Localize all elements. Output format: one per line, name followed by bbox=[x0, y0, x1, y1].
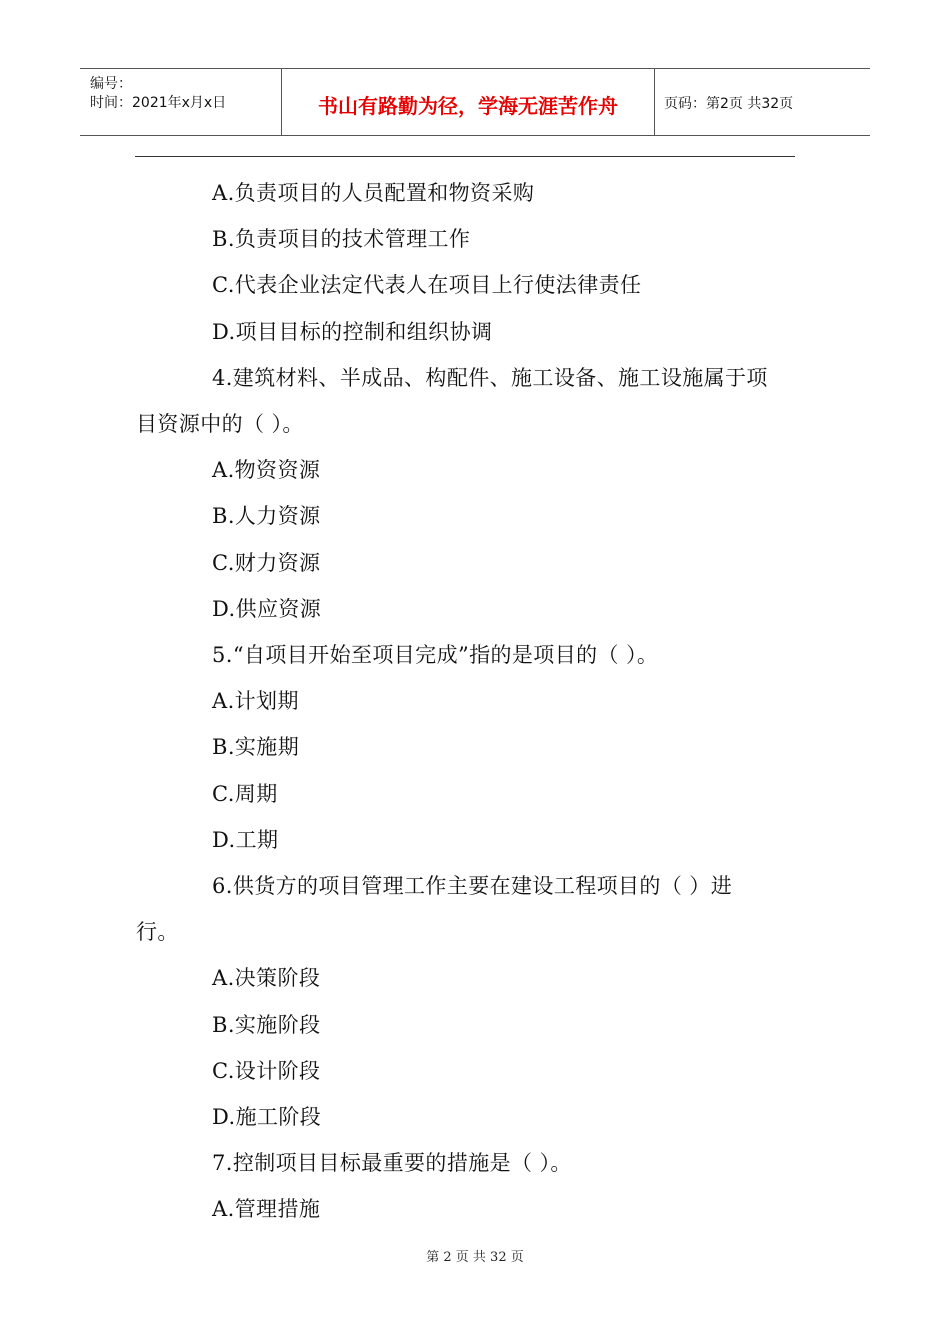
text-line: 目资源中的（ ）。 bbox=[136, 412, 304, 437]
header-motto: 书山有路勤为径，学海无涯苦作舟 bbox=[282, 69, 655, 135]
text-line: 6.供货方的项目管理工作主要在建设工程项目的（ ）进 bbox=[212, 874, 733, 899]
text-line: A.决策阶段 bbox=[212, 966, 321, 991]
page-footer: 第 2 页 共 32 页 bbox=[426, 1250, 524, 1265]
document-body bbox=[136, 170, 800, 1233]
text-line: C.周期 bbox=[212, 781, 278, 806]
document-time-label: 时间：2021年x月x日 bbox=[90, 95, 227, 111]
text-line: 5.“自项目开始至项目完成”指的是项目的（ ）。 bbox=[212, 643, 659, 668]
text-line: C.设计阶段 bbox=[212, 1058, 321, 1083]
text-line: D.项目目标的控制和组织协调 bbox=[212, 319, 493, 344]
document-header bbox=[80, 68, 870, 136]
text-line: C.财力资源 bbox=[212, 550, 321, 575]
header-divider bbox=[135, 156, 795, 157]
text-line: 4.建筑材料、半成品、构配件、施工设备、施工设施属于项 bbox=[212, 365, 768, 390]
text-line: B.人力资源 bbox=[212, 504, 321, 529]
text-line: B.实施阶段 bbox=[212, 1012, 321, 1037]
text-line: B.负责项目的技术管理工作 bbox=[212, 227, 471, 252]
text-line: A.负责项目的人员配置和物资采购 bbox=[212, 181, 535, 205]
text-line: A.物资资源 bbox=[212, 458, 321, 483]
text-line: 行。 bbox=[136, 920, 179, 945]
text-line: A.管理措施 bbox=[212, 1197, 321, 1222]
text-line: 7.控制项目目标最重要的措施是（ ）。 bbox=[212, 1151, 572, 1176]
text-line: D.供应资源 bbox=[212, 596, 322, 621]
text-line: A.计划期 bbox=[212, 689, 299, 714]
text-line: D.施工阶段 bbox=[212, 1105, 322, 1130]
text-line: C.代表企业法定代表人在项目上行使法律责任 bbox=[212, 273, 642, 298]
text-line: D.工期 bbox=[212, 827, 279, 852]
header-meta-cell bbox=[80, 69, 282, 135]
text-line: B.实施期 bbox=[212, 735, 300, 760]
document-number-label: 编号： bbox=[90, 76, 132, 92]
header-page-code: 页码：第2页 共32页 bbox=[664, 96, 794, 112]
